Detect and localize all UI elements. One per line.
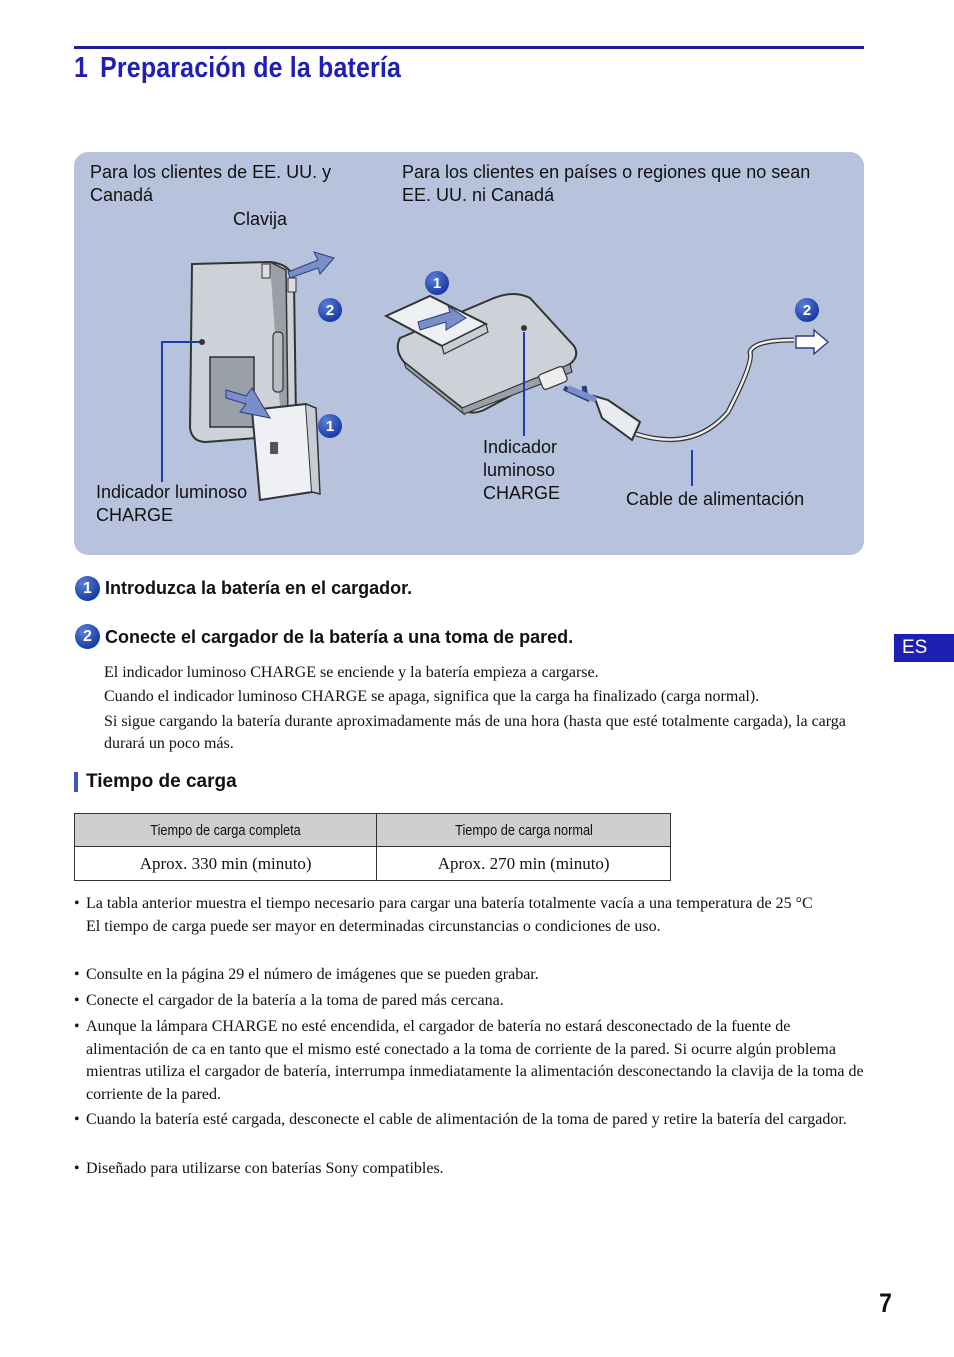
figure-marker-2-right: 2 [795, 298, 819, 322]
section-number: 1 [74, 52, 89, 84]
note-extra-text: El tiempo de carga puede ser mayor en determinadas circunstancias o condiciones de uso. [86, 917, 661, 935]
bullet: • [74, 1018, 80, 1035]
table-cell: Aprox. 330 min (minuto) [75, 847, 377, 881]
title-rule [74, 46, 864, 49]
step-2-heading: Conecte el cargador de la batería a una toma de pared. [105, 627, 574, 647]
note-text: Conecte el cargador de la batería a la toma de pared más cercana. [86, 992, 504, 1009]
step-2-detail-2: Cuando el indicador luminoso CHARGE se apaga, significa que la carga ha finalizado (carga normal). [104, 688, 760, 705]
right-indicator-label: Indicador luminoso CHARGE [483, 437, 561, 503]
left-indicator-label: Indicador luminoso CHARGE [96, 482, 248, 525]
note-item [74, 893, 874, 938]
note-text: Cuando la batería esté cargada, desconecte el cable de alimentación de la toma de pared y retire la batería del cargador. [86, 1111, 847, 1128]
note-text: Consulte en la página 29 el número de imágenes que se pueden grabar. [86, 966, 539, 983]
us-charger-drawing [162, 252, 334, 500]
table-row [75, 847, 671, 881]
note-item [74, 1109, 874, 1132]
section-marker [74, 772, 78, 792]
figure-marker-1-right: 1 [425, 271, 449, 295]
table-header-cell: Tiempo de carga normal [377, 814, 671, 847]
charge-time-table [74, 813, 671, 881]
step-1-marker: 1 [75, 576, 100, 601]
charge-time-heading: Tiempo de carga [86, 771, 237, 792]
note-text: Diseñado para utilizarse con baterías Sony compatibles. [86, 1160, 444, 1177]
intl-caption: Para los clientes en países o regiones que no sean EE. UU. ni Canadá [402, 162, 811, 205]
step-2-detail-3: Si sigue cargando la batería durante aproximadamente más de una hora (hasta que esté totalmente cargada), la carga durará un poco más. [104, 713, 846, 752]
bullet: • [74, 1111, 80, 1128]
step-1-heading: Introduzca la batería en el cargador. [105, 578, 413, 598]
page-title [74, 52, 401, 85]
us-caption: Para los clientes de EE. UU. y Canadá [90, 162, 332, 205]
intl-charger-drawing [386, 294, 828, 486]
table-header-cell: Tiempo de carga completa [75, 814, 377, 847]
page-number: 7 [879, 1288, 892, 1318]
bullet: • [74, 895, 80, 912]
note-item [74, 964, 874, 987]
figure-marker-2-left: 2 [318, 298, 342, 322]
figure-marker-1-left: 1 [318, 414, 342, 438]
note-text: La tabla anterior muestra el tiempo necesario para cargar una batería totalmente vacía a una temperatura de 25 °C [86, 895, 813, 912]
bullet: • [74, 1160, 80, 1177]
step-2-detail-1: El indicador luminoso CHARGE se enciende y la batería empieza a cargarse. [104, 664, 599, 681]
step-2-marker: 2 [75, 624, 100, 649]
page-title-text: Preparación de la batería [100, 52, 402, 84]
bullet: • [74, 992, 80, 1009]
note-item [74, 1158, 874, 1181]
table-cell: Aprox. 270 min (minuto) [377, 847, 671, 881]
charger-illustration [74, 152, 864, 555]
note-text: Aunque la lámpara CHARGE no esté encendida, el cargador de batería no estará desconectado de la fuente de alimentación de ca en tanto que el mismo esté conectado a la toma de corriente de la pared. Si ocurre algún problema mientras utiliza el cargador de batería, interrumpa inmediatamente la alimentación desconectando la clavija de la toma de corriente de la pared. [86, 1018, 864, 1103]
note-item [74, 990, 874, 1013]
language-tab: ES [894, 634, 954, 662]
plug-label: Clavija [233, 209, 288, 229]
bullet: • [74, 966, 80, 983]
note-item [74, 1016, 874, 1106]
power-cord-label: Cable de alimentación [626, 489, 805, 509]
table-header-row [75, 814, 671, 847]
